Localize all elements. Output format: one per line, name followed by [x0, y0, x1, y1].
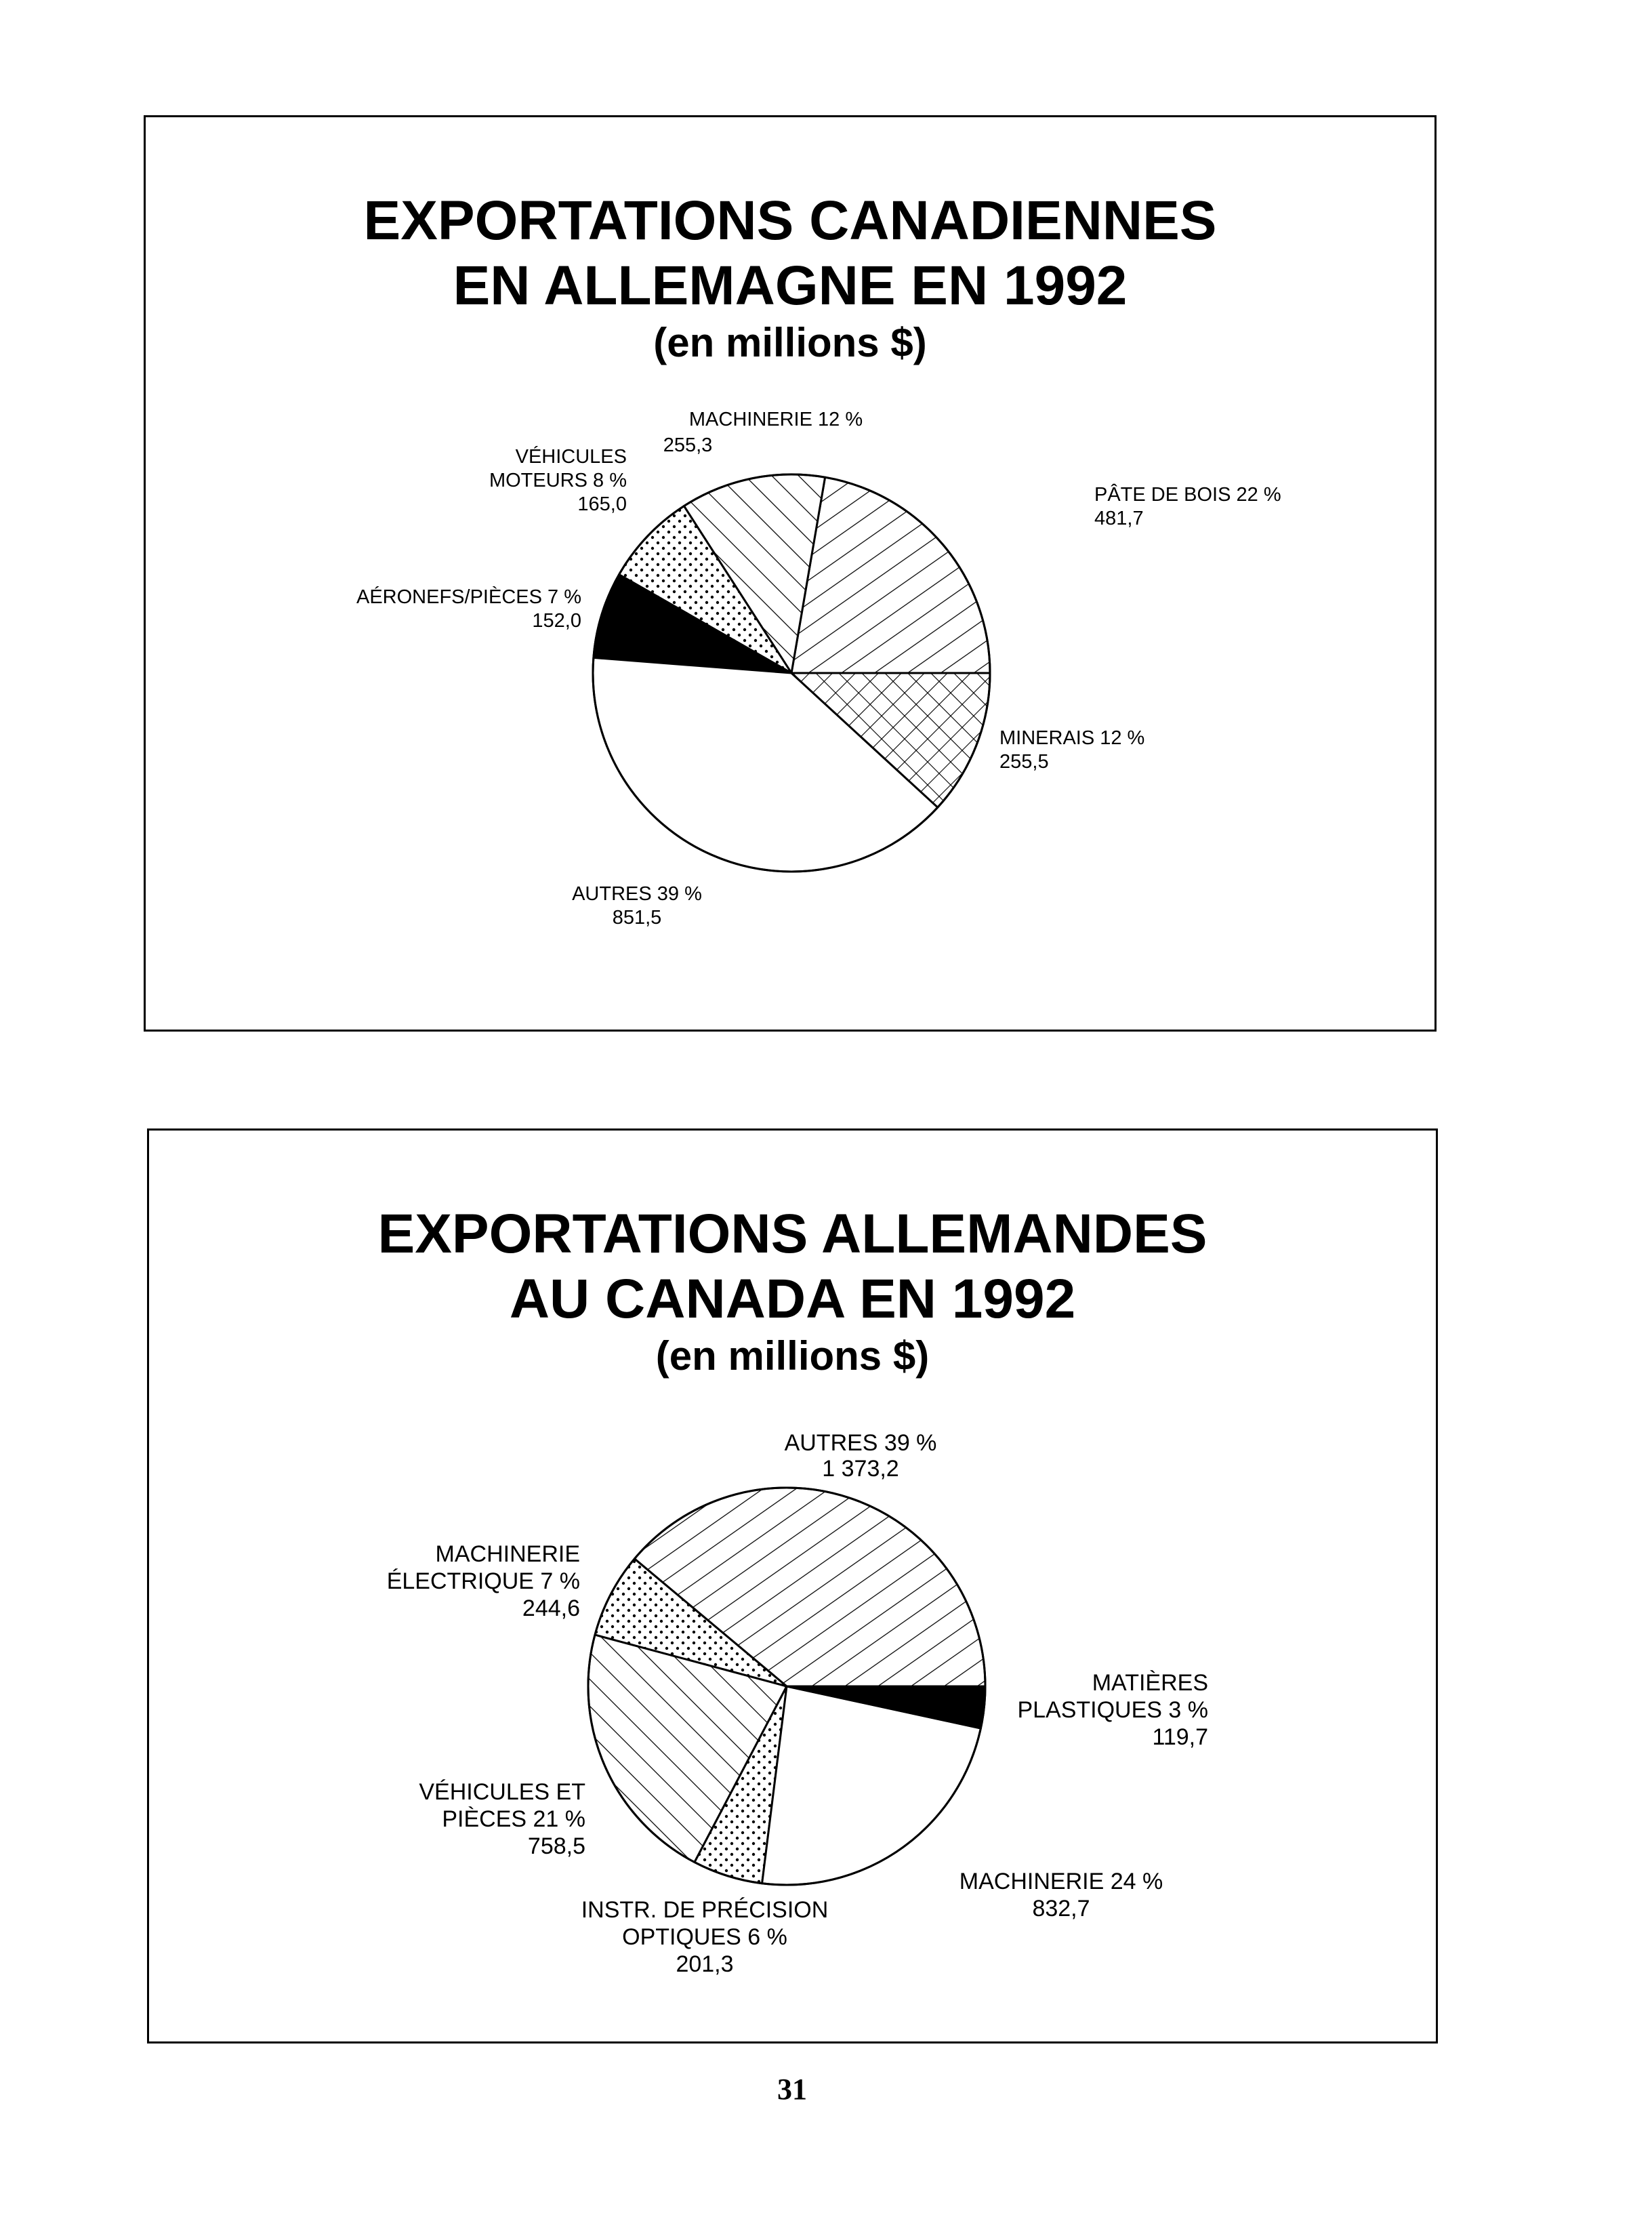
- slice-label-machinerie-24: [959, 1869, 1163, 1921]
- slice-label-line: MACHINERIE 24 %: [959, 1869, 1163, 1894]
- chart-subtitle: (en millions $): [653, 320, 927, 365]
- pie-slice-pate-de-bois: [791, 477, 990, 673]
- slice-label-line: 165,0: [577, 493, 627, 515]
- page-number: 31: [777, 2073, 807, 2106]
- slice-label-pate-de-bois-22: [1094, 483, 1281, 529]
- slice-label-line: VÉHICULES ET: [419, 1779, 585, 1805]
- slice-label-line: PIÈCES 21 %: [442, 1806, 585, 1832]
- slice-value-label: 255,3: [663, 434, 713, 456]
- slice-label-line: 758,5: [527, 1833, 585, 1859]
- slice-label-line: MACHINERIE 12 %: [688, 409, 863, 430]
- slice-label-line: PÂTE DE BOIS 22 %: [1094, 484, 1281, 506]
- slice-label-machinerie: [387, 1541, 580, 1621]
- slice-label-line: AÉRONEFS/PIÈCES 7 %: [356, 586, 581, 608]
- slice-label-vehicules: [489, 445, 627, 515]
- chart-title-line-2: EN ALLEMAGNE EN 1992: [453, 255, 1128, 317]
- slice-label-minerais-12: [999, 727, 1144, 773]
- slice-label-line: 244,6: [522, 1595, 580, 1621]
- slice-label-machinerie-12: [663, 409, 863, 456]
- slice-label-autres-39: [785, 1430, 937, 1482]
- pie-chart-german-exports: [149, 1131, 1436, 2041]
- slice-label-line: 201,3: [676, 1951, 734, 1977]
- slice-label-line: AUTRES 39 %: [784, 1430, 937, 1456]
- slice-label-line: PLASTIQUES 3 %: [1017, 1697, 1208, 1723]
- chart-title-line-1: EXPORTATIONS CANADIENNES: [363, 190, 1217, 251]
- pie-chart-canadian-exports: [146, 117, 1434, 1030]
- slice-label-line: 152,0: [532, 610, 581, 632]
- chart-panel-german-exports: [147, 1128, 1438, 2043]
- slice-label-line: 255,5: [999, 751, 1049, 773]
- slice-label-line: VÉHICULES: [515, 446, 627, 468]
- slice-label-line: AUTRES 39 %: [572, 883, 702, 905]
- slice-label-line: OPTIQUES 6 %: [622, 1924, 787, 1950]
- slice-label-line: MOTEURS 8 %: [489, 470, 627, 491]
- slice-label-line: MACHINERIE: [435, 1541, 580, 1567]
- chart-title-line-2: AU CANADA EN 1992: [509, 1268, 1076, 1330]
- slice-label-instr-de-precision: [581, 1897, 829, 1977]
- chart-panel-canadian-exports: [144, 115, 1437, 1032]
- chart-title-line-1: EXPORTATIONS ALLEMANDES: [377, 1203, 1207, 1265]
- slice-label-line: 851,5: [612, 907, 662, 929]
- slice-label-autres-39: [572, 883, 702, 929]
- slice-label-matieres: [1017, 1670, 1208, 1750]
- slice-label-line: MINERAIS 12 %: [999, 727, 1145, 749]
- slice-label-line: MATIÈRES: [1092, 1670, 1208, 1696]
- slice-label-vehicules-et: [419, 1779, 585, 1859]
- slice-label-line: 1 373,2: [822, 1456, 899, 1482]
- slice-label-line: 119,7: [1152, 1724, 1208, 1750]
- slice-label-line: INSTR. DE PRÉCISION: [581, 1897, 829, 1923]
- slice-label-line: 832,7: [1032, 1896, 1090, 1921]
- slice-label-line: ÉLECTRIQUE 7 %: [386, 1568, 580, 1594]
- slice-label-line: 481,7: [1094, 508, 1144, 529]
- chart-subtitle: (en millions $): [655, 1333, 930, 1379]
- slice-label-aeronefs-pieces-7: [356, 586, 581, 632]
